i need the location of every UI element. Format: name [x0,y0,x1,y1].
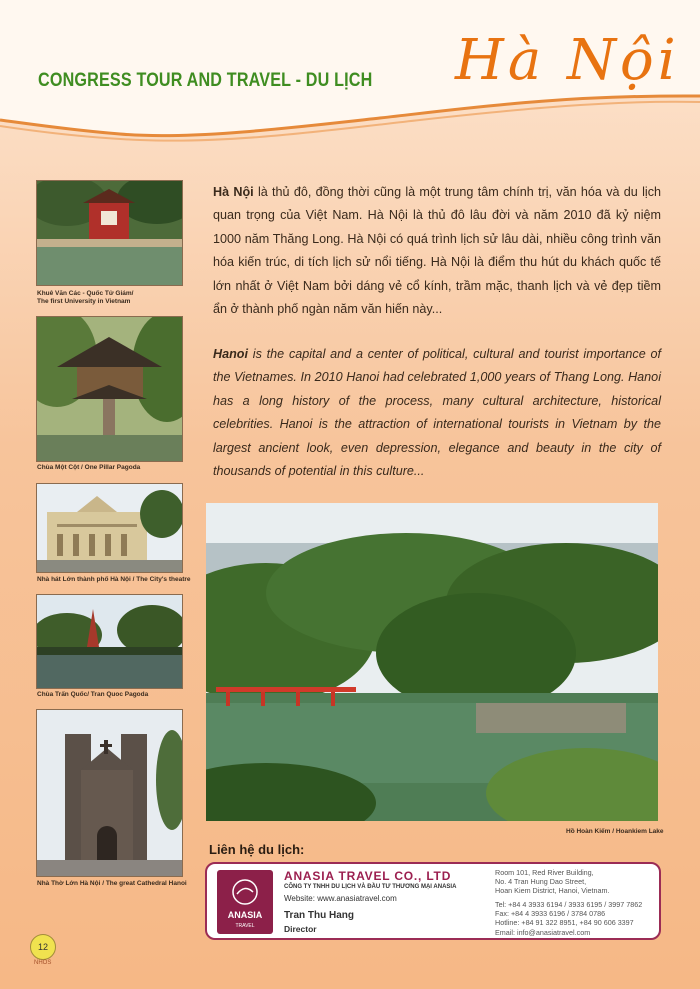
photo-opera-house [36,483,183,573]
city-title: Hà Nội [455,28,680,93]
logo-subtext: TRAVEL [235,923,255,929]
photo-one-pillar-pagoda [36,316,183,462]
photo-caption: Khuê Văn Các - Quốc Tử Giám/ The first University in Vietnam [37,290,134,305]
vn-lead: Hà Nội [213,185,254,199]
contact-title: Liên hệ du lịch: [209,842,305,857]
english-paragraph [213,343,661,483]
vietnamese-paragraph [213,181,661,321]
en-body: is the capital and a center of political, cultural and tourist importance of the Vietnames. In 2010 Hanoi had celebrated 1,000 years of Thang Long. Hanoi has a long history of the process, many cultural architecture, historical celebrities. Hanoi is the attraction of international tourists in Vietnam by the largest ancient look, even depression, elegance and beauty in the city of thousands of potential in this culture... [213,347,661,479]
photo-caption: Nhà Thờ Lớn Hà Nội / The great Cathedral Hanoi [37,880,187,887]
company-address: Room 101, Red River Building, No. 4 Tran Hung Dao Street, Hoan Kiem District, Hanoi, Vietnam. [495,868,610,896]
en-lead: Hanoi [213,347,248,361]
lake-caption: Hồ Hoàn Kiếm / Hoankiem Lake [566,828,664,835]
email-link[interactable]: Email: info@anasiatravel.com [495,927,591,937]
website-link[interactable]: Website: www.anasiatravel.com [284,894,397,903]
footer-mark: NHOS [34,960,52,966]
contact-role: Director [284,924,317,934]
page-header [0,0,700,150]
company-name-vn: CÔNG TY TNHH DU LỊCH VÀ ĐẦU TƯ THƯƠNG MẠI ANASIA [284,884,457,890]
photo-caption: Chùa Một Cột / One Pillar Pagoda [37,464,141,471]
logo-text: ANASIA [227,910,263,920]
page-number: 12 [30,934,56,960]
company-name: ANASIA TRAVEL CO., LTD [284,869,452,883]
photo-hoan-kiem-lake [206,503,658,821]
photo-caption: Nhà hát Lớn thành phố Hà Nội / The City's theatre [37,576,191,583]
photo-caption: Chùa Trấn Quốc/ Tran Quoc Pagoda [37,691,149,698]
photo-van-mieu [36,180,183,286]
contact-card [205,862,661,940]
company-logo [217,870,273,934]
contact-person: Tran Thu Hang [284,910,354,921]
brand-title: CONGRESS TOUR AND TRAVEL - DU LỊCH [38,70,373,91]
vn-body: là thủ đô, đồng thời cũng là một trung tâm chính trị, văn hóa và du lịch quan trọng của Việt Nam. Hà Nội là thủ đô lâu đời và năm 2010 đã kỷ niệm 1000 năm Thăng Long. Hà Nội có quá trình lịch sử lâu dài, nhiều công trình văn hóa kiến trúc, di tích lịch sử nổi tiếng. Hà Nội là điểm thu hút du khách quốc tế lớn nhất ở Việt Nam bởi dáng vẻ cổ kính, trầm mặc, thanh lịch và vẻ đẹp tiềm ẩn ở thành phố ngàn năm văn hiến này... [213,185,661,317]
photo-cathedral [36,709,183,877]
company-phones: Tel: +84 4 3933 6194 / 3933 6195 / 3997 7862 Fax: +84 4 3933 6196 / 3784 0786 Hotline: +84 91 322 8951, +84 90 606 3397 Email: info@anasiatravel.com [495,900,660,937]
photo-tran-quoc-pagoda [36,594,183,689]
